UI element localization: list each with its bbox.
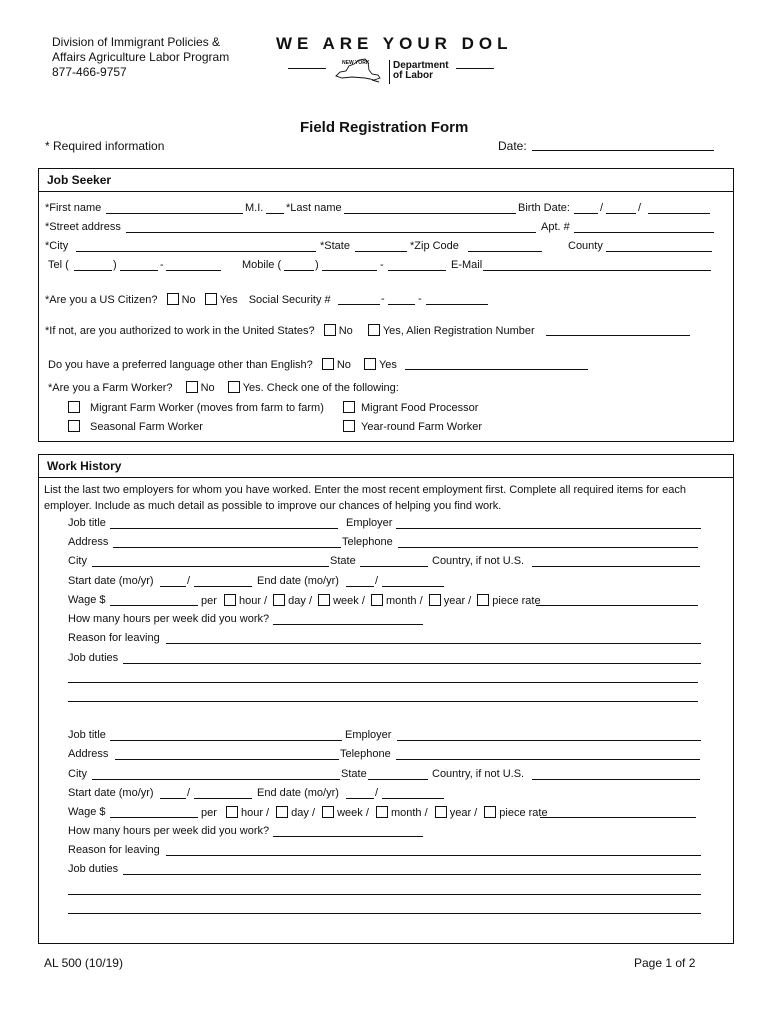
ssn-part2-field[interactable] <box>388 304 415 305</box>
week-checkbox[interactable] <box>318 594 330 606</box>
org-line-1: Division of Immigrant Policies & <box>52 35 221 49</box>
wage-label: Wage $ <box>68 806 106 818</box>
logo-text-line-1: Department <box>393 60 449 71</box>
day-checkbox[interactable] <box>273 594 285 606</box>
duties-field-line-3[interactable] <box>68 913 701 914</box>
tel-area-field[interactable] <box>74 270 112 271</box>
wage-field[interactable] <box>110 817 198 818</box>
city-label: *City <box>45 240 69 252</box>
start-year-field[interactable] <box>194 798 252 799</box>
alien-registration-field[interactable] <box>546 335 690 336</box>
ssn-label: Social Security # <box>248 294 331 306</box>
duties-field-line-1[interactable] <box>123 663 701 664</box>
city-label: City <box>68 555 87 567</box>
employer-label: Employer <box>346 517 393 529</box>
authorized-question: *If not, are you authorized to work in the United States? <box>45 325 315 337</box>
address-label: Address <box>68 536 109 548</box>
authorized-no-label: No <box>338 325 353 337</box>
mobile-prefix-field[interactable] <box>322 270 377 271</box>
farm-worker-row <box>48 381 399 394</box>
hours-field[interactable] <box>273 836 423 837</box>
logo-text-line-2: of Labor <box>393 70 433 81</box>
county-label: County <box>568 240 603 252</box>
state-label: State <box>341 768 367 780</box>
citizen-yes-label: Yes <box>219 294 238 306</box>
page-number: Page 1 of 2 <box>634 956 696 970</box>
piece-rate-label: piece rate <box>492 595 541 607</box>
job-title-field[interactable] <box>110 528 338 529</box>
zip-label: *Zip Code <box>410 240 459 252</box>
tel-number-field[interactable] <box>166 270 221 271</box>
job-title-label: Job title <box>68 517 106 529</box>
year-checkbox[interactable] <box>429 594 441 606</box>
hour-checkbox[interactable] <box>224 594 236 606</box>
city-field[interactable] <box>92 566 329 567</box>
us-citizen-row <box>45 293 331 306</box>
authorized-no-checkbox[interactable] <box>324 324 336 336</box>
piece-rate-field[interactable] <box>536 605 698 606</box>
hour-checkbox[interactable] <box>226 806 238 818</box>
alien-registration-label: Yes, Alien Registration Number <box>382 325 535 337</box>
telephone-label: Telephone <box>342 536 393 548</box>
authorized-row <box>45 324 535 337</box>
job-seeker-header <box>38 168 734 192</box>
country-field[interactable] <box>532 566 700 567</box>
language-yes-checkbox[interactable] <box>364 358 376 370</box>
farm-yes-checkbox[interactable] <box>228 381 240 393</box>
hour-label: hour / <box>238 595 268 607</box>
end-month-field[interactable] <box>346 586 374 587</box>
street-field[interactable] <box>126 232 536 233</box>
option-migrant[interactable] <box>68 401 324 414</box>
option-seasonal[interactable] <box>68 420 203 433</box>
hours-field[interactable] <box>273 624 423 625</box>
birth-day-field[interactable] <box>606 213 636 214</box>
org-line-2: Affairs Agriculture Labor Program <box>52 50 230 64</box>
hour-label: hour / <box>240 807 270 819</box>
year-checkbox[interactable] <box>435 806 447 818</box>
date-field[interactable] <box>532 150 714 151</box>
end-date-label: End date (mo/yr) <box>257 575 339 587</box>
citizen-no-checkbox[interactable] <box>167 293 179 305</box>
mobile-number-field[interactable] <box>388 270 446 271</box>
duties-field-line-2[interactable] <box>68 894 701 895</box>
farm-yes-label: Yes. Check one of the following: <box>242 382 399 394</box>
start-month-field[interactable] <box>160 586 186 587</box>
seasonal-checkbox[interactable] <box>68 420 80 432</box>
city-field[interactable] <box>92 779 340 780</box>
telephone-label: Telephone <box>340 748 391 760</box>
telephone-field[interactable] <box>396 759 700 760</box>
job-title-label: Job title <box>68 729 106 741</box>
day-checkbox[interactable] <box>276 806 288 818</box>
language-row <box>48 358 397 371</box>
tel-label: Tel ( <box>48 259 69 271</box>
slogan: WE ARE YOUR DOL <box>276 34 513 53</box>
start-year-field[interactable] <box>194 586 252 587</box>
option-year-round[interactable] <box>343 420 482 433</box>
language-no-checkbox[interactable] <box>322 358 334 370</box>
city-label: City <box>68 768 87 780</box>
intro-line-1: List the last two employers for whom you have worked. Enter the most recent employment first. Complete all required items for each <box>44 484 686 496</box>
zip-field[interactable] <box>468 251 542 252</box>
month-checkbox[interactable] <box>371 594 383 606</box>
state-field[interactable] <box>355 251 407 252</box>
piece-rate-field[interactable] <box>540 817 696 818</box>
city-field[interactable] <box>76 251 316 252</box>
year-round-label: Year-round Farm Worker <box>361 421 483 433</box>
state-field[interactable] <box>360 566 428 567</box>
year-round-checkbox[interactable] <box>343 420 355 432</box>
seasonal-label: Seasonal Farm Worker <box>90 421 203 433</box>
org-info <box>52 35 229 80</box>
citizen-yes-checkbox[interactable] <box>205 293 217 305</box>
reason-field[interactable] <box>166 643 701 644</box>
last-name-field[interactable] <box>344 213 516 214</box>
language-yes-label: Yes <box>378 359 397 371</box>
job-title-field[interactable] <box>110 740 342 741</box>
required-note: * Required information <box>45 139 165 153</box>
work-history-heading: Work History <box>47 459 122 473</box>
year-label: year / <box>449 807 478 819</box>
wage-field[interactable] <box>110 605 198 606</box>
email-label: E-Mail <box>451 259 483 271</box>
week-checkbox[interactable] <box>322 806 334 818</box>
duties-label: Job duties <box>68 863 119 875</box>
reason-field[interactable] <box>166 855 701 856</box>
farm-no-checkbox[interactable] <box>186 381 198 393</box>
day-label: day / <box>288 595 313 607</box>
duties-field-line-2[interactable] <box>68 682 698 683</box>
us-citizen-question: *Are you a US Citizen? <box>45 294 158 306</box>
tel-prefix-field[interactable] <box>120 270 158 271</box>
work-history-intro <box>44 482 686 514</box>
duties-field-line-1[interactable] <box>123 874 701 875</box>
apt-label: Apt. # <box>541 221 570 233</box>
month-label: month / <box>390 807 428 819</box>
state-label: *State <box>320 240 350 252</box>
birth-year-field[interactable] <box>648 213 710 214</box>
hours-question: How many hours per week did you work? <box>68 613 270 625</box>
piece-rate-label: piece rate <box>499 807 548 819</box>
form-title: Field Registration Form <box>300 119 469 136</box>
reason-label: Reason for leaving <box>68 844 160 856</box>
employer-label: Employer <box>345 729 392 741</box>
address-field[interactable] <box>113 547 341 548</box>
address-label: Address <box>68 748 109 760</box>
logo-department-text <box>393 61 449 81</box>
wage-label: Wage $ <box>68 594 106 606</box>
email-field[interactable] <box>483 270 711 271</box>
wage-period-options <box>201 806 548 819</box>
week-label: week / <box>337 807 369 819</box>
duties-label: Job duties <box>68 652 119 664</box>
option-food-processor[interactable] <box>343 401 478 414</box>
start-date-label: Start date (mo/yr) <box>68 787 154 799</box>
end-year-field[interactable] <box>382 586 444 587</box>
mi-field[interactable] <box>266 213 284 214</box>
apt-field[interactable] <box>574 232 714 233</box>
piece-rate-checkbox[interactable] <box>484 806 496 818</box>
mobile-area-field[interactable] <box>284 270 314 271</box>
tel-close-paren: ) <box>113 259 117 271</box>
start-month-field[interactable] <box>160 798 186 799</box>
address-field[interactable] <box>115 759 339 760</box>
language-question: Do you have a preferred language other than English? <box>48 359 313 371</box>
employer-field[interactable] <box>396 528 701 529</box>
citizen-no-label: No <box>181 294 196 306</box>
per-label: per <box>201 807 217 819</box>
farm-no-label: No <box>200 382 215 394</box>
food-processor-label: Migrant Food Processor <box>361 402 479 414</box>
job-seeker-heading: Job Seeker <box>47 173 112 187</box>
mi-label: M.I. <box>245 202 264 214</box>
first-name-field[interactable] <box>106 213 243 214</box>
farm-worker-question: *Are you a Farm Worker? <box>48 382 173 394</box>
work-history-header <box>38 454 734 478</box>
state-label: State <box>330 555 356 567</box>
month-label: month / <box>385 595 423 607</box>
intro-line-2: employer. Include as much detail as possible to improve our chances of helping you find work. <box>44 500 502 512</box>
piece-rate-checkbox[interactable] <box>477 594 489 606</box>
wage-period-options <box>201 594 541 607</box>
ssn-part3-field[interactable] <box>426 304 488 305</box>
migrant-checkbox[interactable] <box>68 401 80 413</box>
year-label: year / <box>443 595 472 607</box>
day-label: day / <box>291 807 316 819</box>
start-date-label: Start date (mo/yr) <box>68 575 154 587</box>
state-field[interactable] <box>368 779 428 780</box>
org-phone: 877-466-9757 <box>52 65 127 79</box>
first-name-label: *First name <box>45 202 102 214</box>
language-field[interactable] <box>405 369 588 370</box>
language-no-label: No <box>336 359 351 371</box>
month-checkbox[interactable] <box>376 806 388 818</box>
duties-field-line-3[interactable] <box>68 701 698 702</box>
employer-field[interactable] <box>397 740 701 741</box>
food-processor-checkbox[interactable] <box>343 401 355 413</box>
form-code: AL 500 (10/19) <box>44 956 123 970</box>
telephone-field[interactable] <box>398 547 698 548</box>
logo-state-text: NEW YORK <box>342 60 370 66</box>
country-label: Country, if not U.S. <box>432 555 525 567</box>
authorized-yes-checkbox[interactable] <box>368 324 380 336</box>
per-label: per <box>201 595 217 607</box>
county-field[interactable] <box>606 251 712 252</box>
date-label: Date: <box>498 139 527 153</box>
country-label: Country, if not U.S. <box>432 768 525 780</box>
end-month-field[interactable] <box>346 798 374 799</box>
street-label: *Street address <box>45 221 121 233</box>
birth-month-field[interactable] <box>574 213 598 214</box>
mobile-label: Mobile ( <box>242 259 282 271</box>
end-date-label: End date (mo/yr) <box>257 787 339 799</box>
reason-label: Reason for leaving <box>68 632 160 644</box>
week-label: week / <box>333 595 365 607</box>
end-year-field[interactable] <box>382 798 444 799</box>
country-field[interactable] <box>532 779 700 780</box>
last-name-label: *Last name <box>286 202 342 214</box>
migrant-label: Migrant Farm Worker (moves from farm to farm) <box>90 402 324 414</box>
birth-date-label: Birth Date: <box>518 202 570 214</box>
dol-logo <box>288 60 522 86</box>
ssn-part1-field[interactable] <box>338 304 380 305</box>
hours-question: How many hours per week did you work? <box>68 825 270 837</box>
